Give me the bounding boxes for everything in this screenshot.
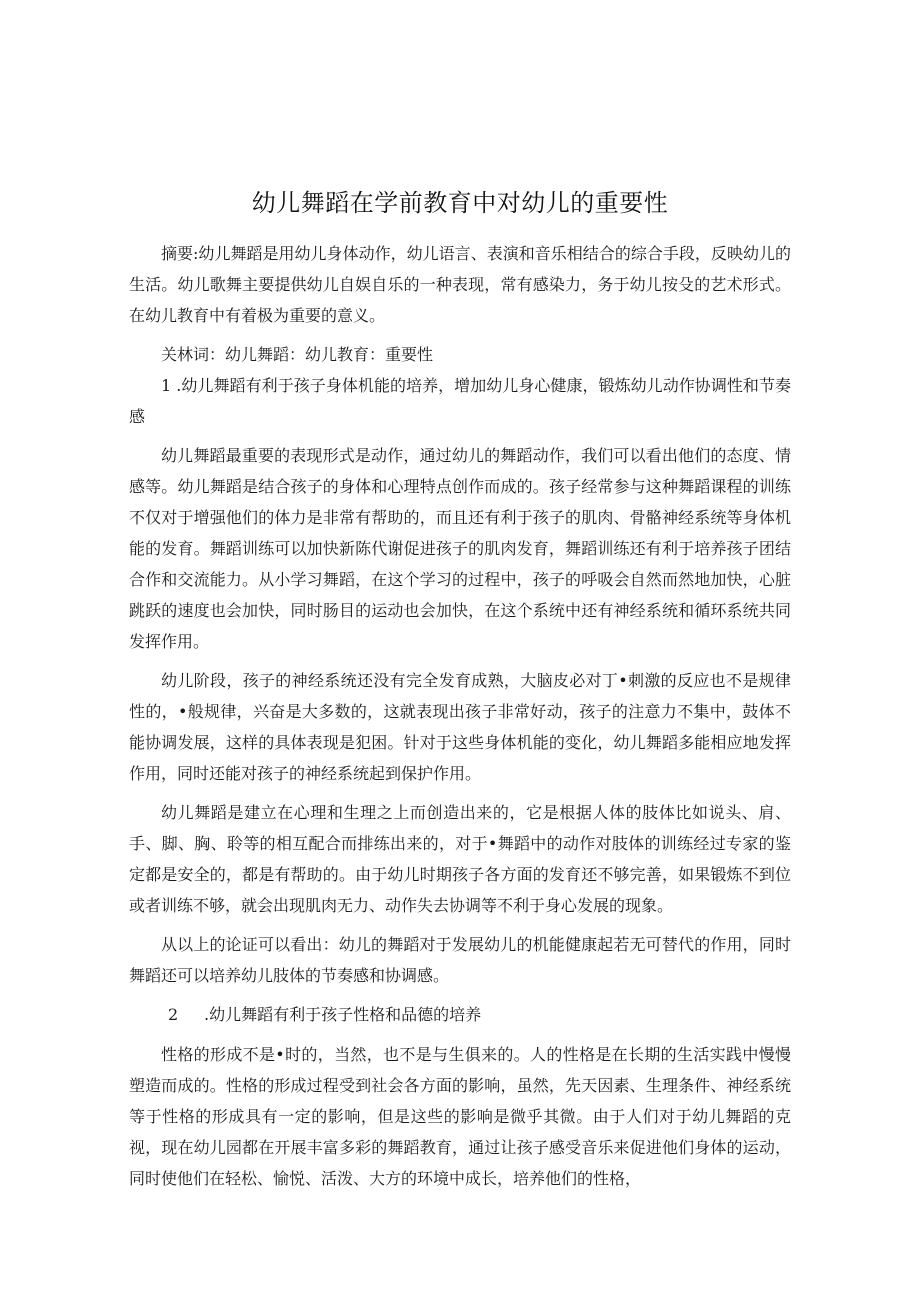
section1-paragraph-3: 幼儿舞蹈是建立在心理和生理之上而创造出来的，它是根据人体的肢体比如说头、肩、手、脚、胸、聆等的相互配合而排练出来的，对于•舞蹈中的动作对肢体的训练经过专家的鉴定都是安全的，都是有帮助的。由于幼儿时期孩子各方面的发育还不够完善，如果锻炼不到位或者训练不够，就会出现肌肉无力、动作失去协调等不利于身心发展的现象。 bbox=[129, 803, 791, 915]
document-title: 幼儿舞蹈在学前教育中对幼儿的重要性 bbox=[251, 189, 669, 217]
abstract-paragraph: 摘要:幼儿舞蹈是用幼儿身体动作，幼儿语言、表演和音乐相结合的综合手段，反映幼儿的生活。幼儿歌舞主要提供幼儿自娱自乐的一种表现，常有感染力，务于幼儿按殳的艺术形式。在幼儿教育中有着极为重要的意义。 bbox=[129, 244, 791, 325]
keywords-paragraph: 关林词：幼儿舞蹈：幼儿教育：重要性 bbox=[161, 345, 434, 364]
section1-paragraph-4: 从以上的论证可以看出：幼儿的舞蹈对于发展幼儿的机能健康起若无可替代的作用，同时舞蹈还可以培养幼儿肢体的节奏感和协调感。 bbox=[129, 935, 791, 985]
section2-heading-text: .幼儿舞蹈有利于孩子性格和品德的培养 bbox=[204, 1005, 482, 1024]
section2-heading bbox=[129, 999, 791, 1030]
section2-paragraph-1: 性格的形成不是•时的，当然，也不是与生俱来的。人的性格是在长期的生活实践中慢慢塑造而成的。性格的形成过程受到社会各方面的影响，虽然，先天因素、生理条件、神经系统等于性格的形成具有一定的影响，但是这些的影响是微乎其微。由于人们对于幼儿舞蹈的克视，现在幼儿园都在开展丰富多彩的舞蹈教育，通过让孩子感受音乐来促进他们身体的运动，同时使他们在轻松、愉悦、活泼、大方的环境中成长，培养他们的性格， bbox=[129, 1045, 791, 1188]
section1-heading: 1 .幼儿舞蹈有利于孩子身体机能的培养，增加幼儿身心健康，锻炼幼儿动作协调性和节奏感 bbox=[129, 376, 791, 426]
section1-paragraph-1: 幼儿舞蹈最重要的表现形式是动作，通过幼儿的舞蹈动作，我们可以看出他们的态度、情感等。幼儿舞蹈是结合孩子的身体和心理特点创作而成的。孩子经常参与这种舞蹈课程的训练不仅对于增强他们的体力是非常有帮助的，而且还有利于孩子的肌肉、骨骼神经系统等身体机能的发育。舞蹈训练可以加快新陈代谢促进孩子的肌肉发育，舞蹈训练还有利于培养孩子团结合作和交流能力。从小学习舞蹈，在这个学习的过程中，孩子的呼吸会自然而然地加快，心脏跳跃的速度也会加快，同时肠目的运动也会加快，在这个系统中还有神经系统和循环系统共同发挥作用。 bbox=[129, 446, 791, 651]
document-body bbox=[129, 238, 791, 1194]
section1-paragraph-2: 幼儿阶段，孩子的神经系统还没有完全发育成熟，大脑皮必对丁•刺激的反应也不是规律性的，•般规律，兴奋是大多数的，这就表现出孩子非常好动，孩子的注意力不集中，鼓体不能协调发展，这样的具体表现是犯困。针对于这些身体机能的变化，幼儿舞蹈多能相应地发挥作用，同时还能对孩子的神经系统起到保护作用。 bbox=[129, 671, 791, 783]
section2-number: 2 bbox=[168, 1005, 179, 1024]
